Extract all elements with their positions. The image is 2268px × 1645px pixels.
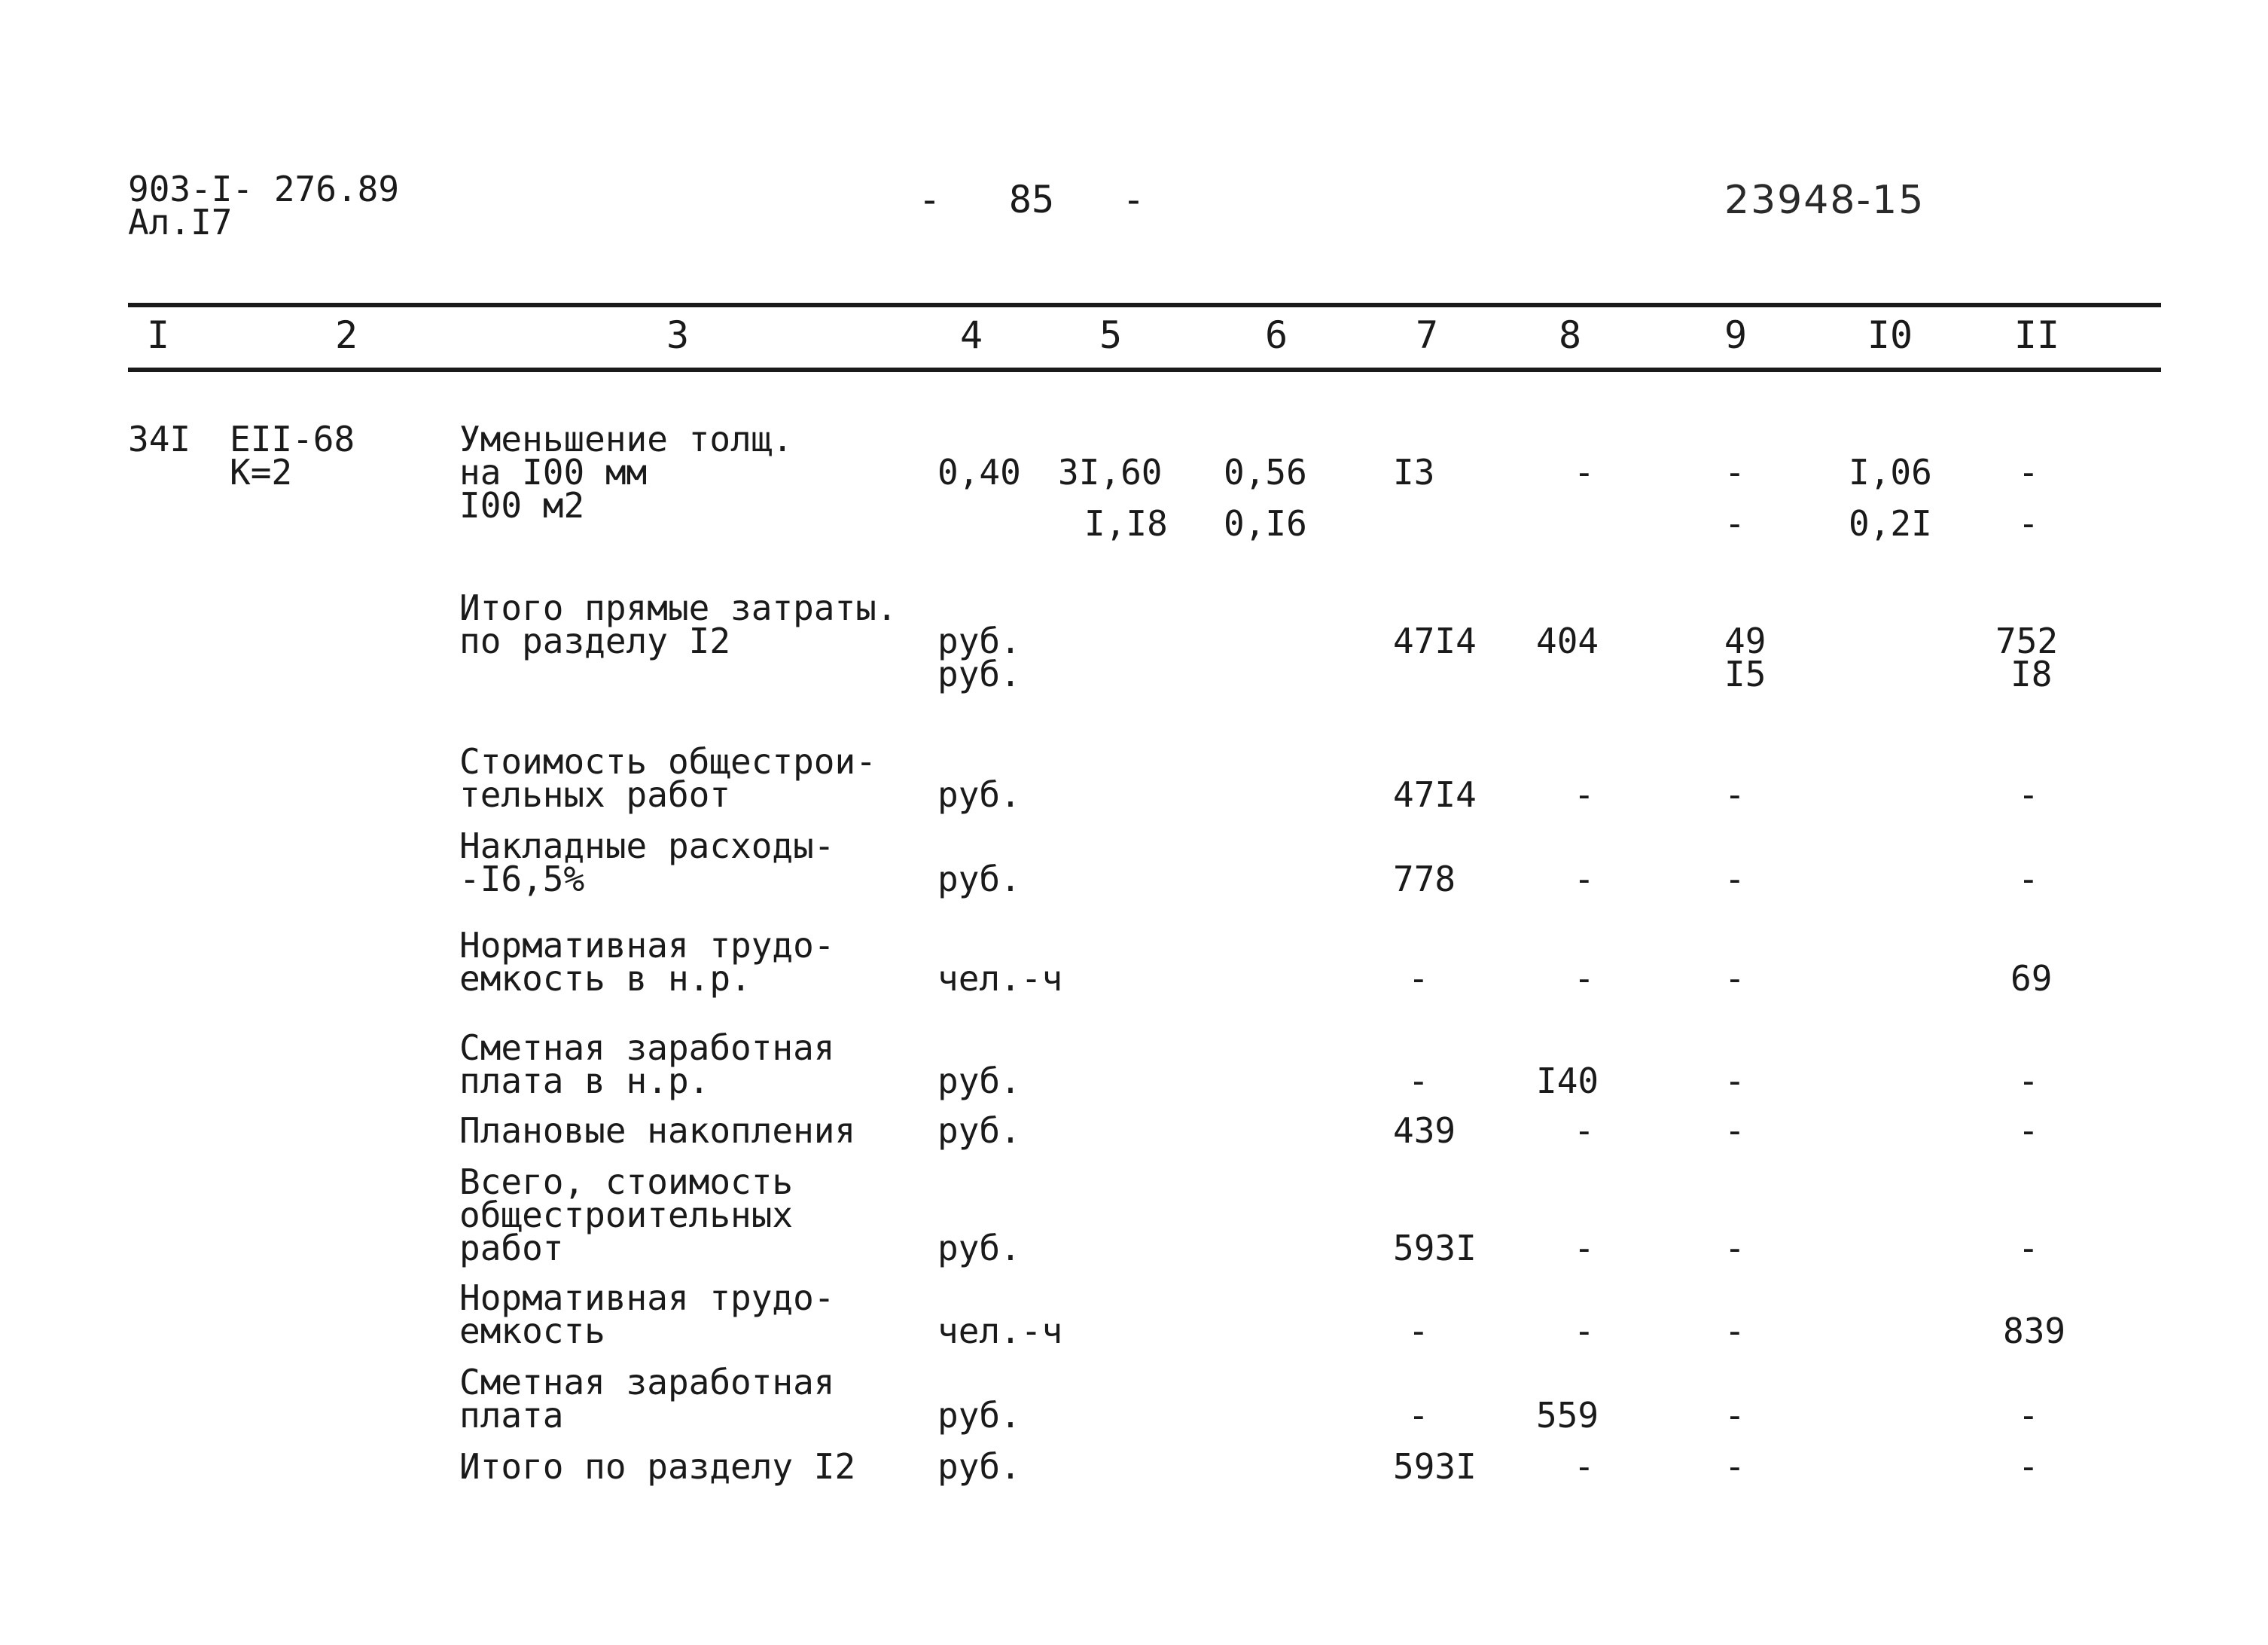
summary-unit: чел.-ч (937, 958, 1063, 999)
summary-unit: руб. (937, 654, 1021, 694)
summary-label-line: емкость (459, 1311, 605, 1351)
summary-cell-col11: 752 (1995, 621, 2059, 661)
summary-label-line: Плановые накопления (459, 1110, 856, 1151)
summary-cell-col7: 47I4 (1393, 621, 1477, 661)
item-cell-col4: 0,40 (937, 452, 1021, 493)
summary-cell-col9: - (1724, 1110, 1745, 1151)
summary-cell-col9: - (1724, 1395, 1745, 1436)
column-header-10: I0 (1867, 313, 1913, 357)
item-cell-col5: 3I,60 (1058, 452, 1163, 493)
summary-label-line: Нормативная трудо- (459, 925, 835, 966)
summary-cell-col9: 49 (1724, 621, 1767, 661)
item-description-line: на I00 мм (459, 452, 648, 493)
summary-cell-col7: - (1408, 1061, 1429, 1101)
summary-cell-col7: 593I (1393, 1228, 1477, 1268)
summary-cell-col8: - (1574, 859, 1595, 899)
summary-cell-col8: 404 (1536, 621, 1599, 661)
summary-unit: руб. (937, 621, 1021, 661)
summary-cell-col8: - (1574, 958, 1595, 999)
summary-cell-col8: - (1574, 1110, 1595, 1151)
item-cell-col9: - (1724, 503, 1745, 544)
summary-cell-col7: 778 (1393, 859, 1456, 899)
item-cell-col11: - (2018, 452, 2039, 493)
item-cell-col6: 0,56 (1224, 452, 1307, 493)
summary-label-line: Итого прямые затраты. (459, 588, 898, 628)
summary-cell-col11: - (2018, 774, 2039, 815)
summary-cell-col8: - (1574, 1228, 1595, 1268)
summary-label-line: по разделу I2 (459, 621, 731, 661)
summary-cell-col11: - (2018, 1395, 2039, 1436)
summary-unit: руб. (937, 1446, 1021, 1487)
summary-cell-col11: 839 (2003, 1311, 2066, 1351)
summary-cell-col11: - (2018, 859, 2039, 899)
inventory-number: 23948-15 (1724, 178, 1925, 223)
summary-cell-col9: - (1724, 1061, 1745, 1101)
column-header-1: I (146, 313, 170, 357)
item-cell-col6: 0,I6 (1224, 503, 1307, 544)
summary-cell-col8: 559 (1536, 1395, 1599, 1436)
summary-unit: руб. (937, 1395, 1021, 1436)
summary-cell-col9: - (1724, 1311, 1745, 1351)
column-header-5: 5 (1099, 313, 1123, 357)
item-cell-col8: - (1574, 452, 1595, 493)
summary-cell-col11: 69 (2010, 958, 2053, 999)
summary-label-line: тельных работ (459, 774, 731, 815)
summary-cell-col11: - (2018, 1228, 2039, 1268)
item-code: EII-68 (230, 419, 355, 459)
summary-label-line: емкость в н.р. (459, 958, 751, 999)
summary-cell-col7: - (1408, 1311, 1429, 1351)
summary-label-line: плата (459, 1395, 564, 1436)
summary-cell-col7: - (1408, 958, 1429, 999)
item-number: 34I (128, 419, 191, 459)
item-coefficient: K=2 (230, 452, 293, 493)
summary-label-line: Нормативная трудо- (459, 1277, 835, 1318)
summary-label-line: плата в н.р. (459, 1061, 710, 1101)
column-header-8: 8 (1558, 313, 1582, 357)
summary-label-line: общестроительных (459, 1195, 794, 1235)
item-cell-col5: I,I8 (1084, 503, 1168, 544)
summary-cell-col9: - (1724, 1228, 1745, 1268)
summary-cell-col7: 593I (1393, 1446, 1477, 1487)
column-header-4: 4 (959, 313, 983, 357)
summary-unit: чел.-ч (937, 1311, 1063, 1351)
page-number: - 85 - (918, 178, 1145, 221)
summary-cell-col9: - (1724, 859, 1745, 899)
album-number: Ал.I7 (128, 202, 233, 243)
summary-cell-col8: - (1574, 1446, 1595, 1487)
summary-cell-col11: - (2018, 1110, 2039, 1151)
summary-cell-col7: 439 (1393, 1110, 1456, 1151)
table-top-rule (128, 303, 2161, 307)
column-header-7: 7 (1415, 313, 1439, 357)
summary-label-line: Итого по разделу I2 (459, 1446, 856, 1487)
column-header-11: II (2013, 313, 2060, 357)
summary-cell-col9: I5 (1724, 654, 1767, 694)
summary-unit: руб. (937, 774, 1021, 815)
summary-label-line: Накладные расходы- (459, 826, 835, 866)
column-header-9: 9 (1724, 313, 1748, 357)
summary-cell-col8: - (1574, 1311, 1595, 1351)
item-description-line: I00 м2 (459, 485, 585, 526)
summary-unit: руб. (937, 859, 1021, 899)
summary-unit: руб. (937, 1110, 1021, 1151)
item-cell-col10: I,06 (1849, 452, 1932, 493)
summary-label-line: Сметная заработная (459, 1027, 835, 1068)
summary-label-line: -I6,5% (459, 859, 585, 899)
column-header-3: 3 (666, 313, 690, 357)
summary-cell-col11: - (2018, 1061, 2039, 1101)
table-header-rule (128, 368, 2161, 372)
summary-cell-col8: - (1574, 774, 1595, 815)
summary-unit: руб. (937, 1228, 1021, 1268)
summary-cell-col7: - (1408, 1395, 1429, 1436)
column-header-2: 2 (334, 313, 358, 357)
column-header-6: 6 (1264, 313, 1288, 357)
summary-label-line: Стоимость общестрои- (459, 741, 876, 782)
doc-code: 903-I- 276.89 (128, 169, 400, 209)
item-cell-col11: - (2018, 503, 2039, 544)
summary-cell-col11: I8 (2010, 654, 2053, 694)
summary-cell-col9: - (1724, 958, 1745, 999)
summary-label-line: работ (459, 1228, 564, 1268)
summary-label-line: Всего, стоимость (459, 1161, 794, 1202)
summary-cell-col8: I40 (1536, 1061, 1599, 1101)
summary-label-line: Сметная заработная (459, 1362, 835, 1402)
item-description-line: Уменьшение толщ. (459, 419, 794, 459)
summary-cell-col7: 47I4 (1393, 774, 1477, 815)
summary-cell-col11: - (2018, 1446, 2039, 1487)
summary-cell-col9: - (1724, 774, 1745, 815)
summary-cell-col9: - (1724, 1446, 1745, 1487)
item-cell-col7: I3 (1393, 452, 1435, 493)
item-cell-col10: 0,2I (1849, 503, 1932, 544)
item-cell-col9: - (1724, 452, 1745, 493)
summary-unit: руб. (937, 1061, 1021, 1101)
